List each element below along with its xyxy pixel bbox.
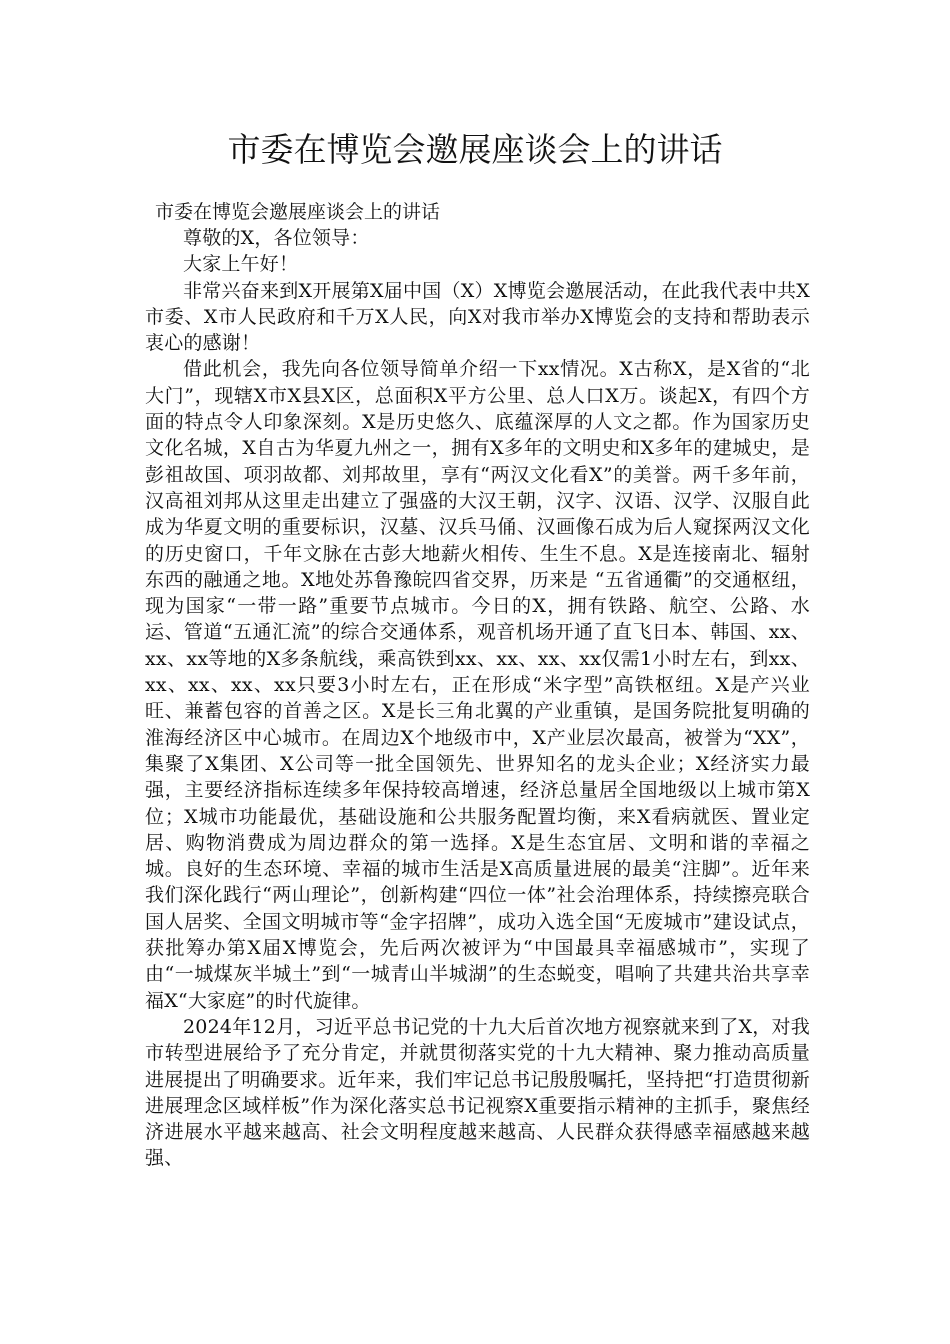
document-body [145, 225, 810, 1172]
paragraph-city-overview: 借此机会，我先向各位领导简单介绍一下xx情况。X古称X，是X省的“北大门”，现辖X市X县X区，总面积X平方公里、总人口X万。谈起X，有四个方面的特点令人印象深刻。X是历史悠久、底蕴深厚的人文之都。作为国家历史文化名城，X自古为华夏九州之一，拥有X多年的文明史和X多年的建城史，是彭祖故国、项羽故都、刘邦故里，享有“两汉文化看X”的美誉。两千多年前，汉高祖刘邦从这里走出建立了强盛的大汉王朝，汉字、汉语、汉学、汉服自此成为华夏文明的重要标识，汉墓、汉兵马俑、汉画像石成为后人窥探两汉文化的历史窗口，千年文脉在古彭大地薪火相传、生生不息。X是连接南北、辐射东西的融通之地。X地处苏鲁豫皖四省交界，历来是 “五省通衢”的交通枢纽，现为国家“一带一路”重要节点城市。今日的X，拥有铁路、航空、公路、水运、管道“五通汇流”的综合交通体系，观音机场开通了直飞日本、韩国、xx、xx、xx等地的X多条航线，乘高铁到xx、xx、xx、xx仅需1小时左右，到xx、xx、xx、xx、xx只要3小时左右，正在形成“米字型”高铁枢纽。X是产兴业旺、兼蓄包容的首善之区。X是长三角北翼的产业重镇，是国务院批复明确的淮海经济区中心城市。在周边X个地级市中，X产业层次最高，被誉为“XX”，集聚了X集团、X公司等一批全国领先、世界知名的龙头企业；X经济实力最强，主要经济指标连续多年保持较高增速，经济总量居全国地级以上城市第X位；X城市功能最优，基础设施和公共服务配置均衡，来X看病就医、置业定居、购物消费成为周边群众的第一选择。X是生态宜居、文明和谐的幸福之城。良好的生态环境、幸福的城市生活是X高质量进展的最美“注脚”。近年来我们深化践行“两山理论”，创新构建“四位一体”社会治理体系，持续擦亮联合国人居奖、全国文明城市等“金字招牌”，成功入选全国“无废城市”建设试点，获批筹办第X届X博览会，先后两次被评为“中国最具幸福感城市”，实现了由“一城煤灰半城土”到“一城青山半城湖”的生态蜕变，唱响了共建共治共享幸福X“大家庭”的时代旋律。 [145, 358, 810, 1012]
paragraph-development: 2024年12月，习近平总书记党的十九大后首次地方视察就来到了X，对我市转型进展给予了充分肯定，并就贯彻落实党的十九大精神、聚力推动高质量进展提出了明确要求。近年来，我们牢记总书记殷殷嘱托，坚持把“打造贯彻新进展理念区域样板”作为深化落实总书记视察X重要指示精神的主抓手，聚焦经济进展水平越来越高、社会文明程度越来越高、人民群众获得感幸福感越来越强、 [145, 1015, 810, 1170]
document-subtitle: 市委在博览会邀展座谈会上的讲话 [155, 201, 441, 223]
paragraph-intro: 非常兴奋来到X开展第X届中国（X）X博览会邀展活动，在此我代表中共X市委、X市人民政府和千万X人民，向X对我市举办X博览会的支持和帮助表示衷心的感谢！ [145, 279, 810, 355]
paragraph-salutation: 尊敬的X，各位领导： [183, 227, 370, 249]
paragraph-greeting: 大家上午好！ [183, 253, 299, 276]
page-title: 市委在博览会邀展座谈会上的讲话 [227, 130, 723, 169]
